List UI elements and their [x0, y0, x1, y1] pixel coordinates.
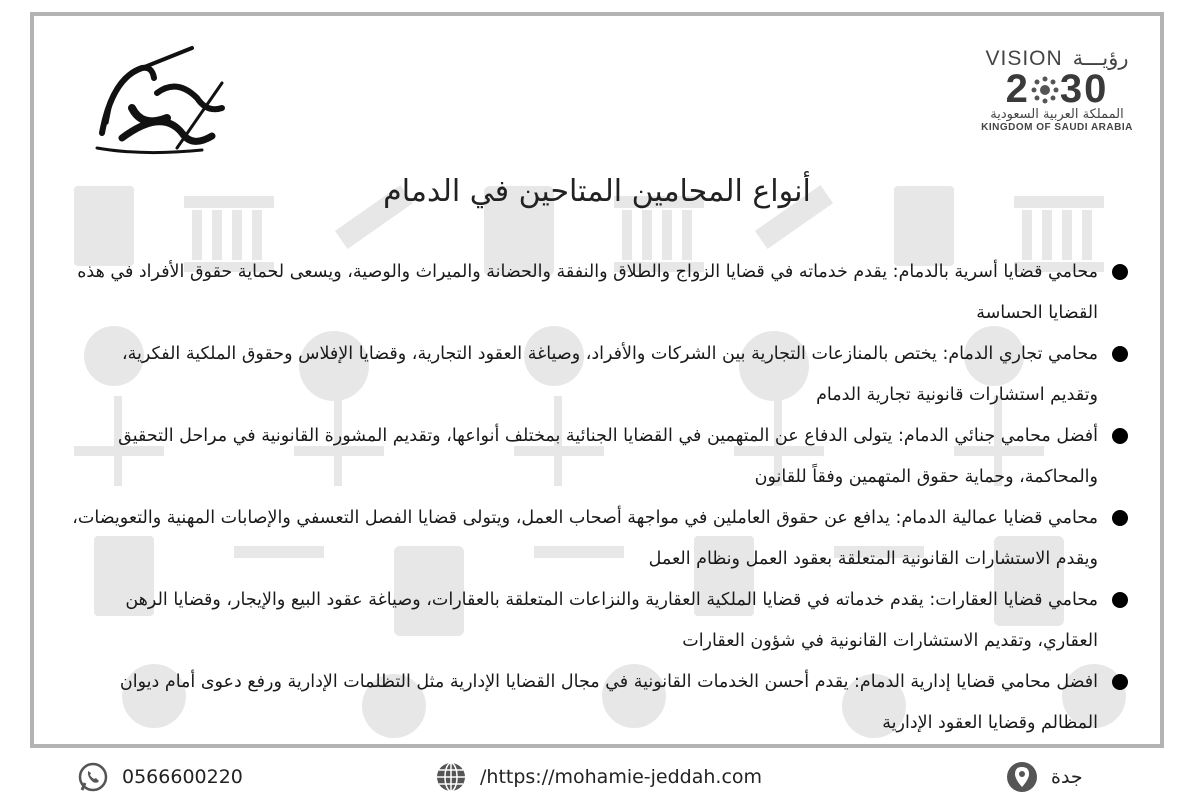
footer-phone[interactable] [76, 760, 243, 794]
country-english: KINGDOM OF SAUDI ARABIA [981, 122, 1133, 133]
city-name: جدة [1051, 766, 1083, 788]
calligraphy-logo [82, 38, 232, 158]
list-item: محامي قضايا أسرية بالدمام: يقدم خدماته في قضايا الزواج والطلاق والنفقة والحضانة والميراث والوصية، ويسعى لحماية حقوق الأفراد في هذه القضايا الحساسة [70, 252, 1136, 334]
list-item: محامي قضايا عمالية الدمام: يدافع عن حقوق العاملين في مواجهة أصحاب العمل، ويتولى قضايا الفصل التعسفي والإصابات المهنية والتعويضات، ويقدم الاستشارات القانونية المتعلقة بعقود العمل ونظام العمل [70, 498, 1136, 580]
bullet-icon [1112, 592, 1128, 608]
vision-year: 2 30 [1005, 67, 1109, 111]
country-arabic: المملكة العربية السعودية [990, 107, 1124, 122]
bullet-icon [1112, 264, 1128, 280]
lawyer-types-list [70, 252, 1136, 744]
whatsapp-icon [76, 760, 110, 794]
website-link: /https://mohamie-jeddah.com [480, 766, 763, 788]
content-frame [30, 12, 1164, 748]
list-item: أفضل محامي جنائي الدمام: يتولى الدفاع عن المتهمين في القضايا الجنائية بمختلف أنواعها، وتقديم المشورة القانونية في مراحل التحقيق والمحاكمة، وحماية حقوق المتهمين وفقاً للقانون [70, 416, 1136, 498]
bullet-icon [1112, 674, 1128, 690]
vision-2030-logo [972, 46, 1142, 166]
footer-location [1005, 760, 1083, 794]
bullet-icon [1112, 510, 1128, 526]
location-pin-icon [1005, 760, 1039, 794]
bullet-icon [1112, 428, 1128, 444]
footer-website[interactable] [434, 760, 762, 794]
page-title: أنواع المحامين المتاحين في الدمام [383, 174, 811, 209]
list-item: افضل محامي قضايا إدارية الدمام: يقدم أحسن الخدمات القانونية في مجال القضايا الإدارية مثل التظلمات الإدارية ورفع دعوى أمام ديوان المظالم وقضايا العقود الإدارية [70, 662, 1136, 744]
globe-icon [434, 760, 468, 794]
bullet-icon [1112, 346, 1128, 362]
list-item: محامي قضايا العقارات: يقدم خدماته في قضايا الملكية العقارية والنزاعات المتعلقة بالعقارات، وصياغة عقود البيع والإيجار، وقضايا الرهن العقاري، وتقديم الاستشارات القانونية في شؤون العقارات [70, 580, 1136, 662]
list-item: محامي تجاري الدمام: يختص بالمنازعات التجارية بين الشركات والأفراد، وصياغة العقود التجارية، وقضايا الإفلاس وحقوق الملكية الفكرية، وتقديم استشارات قانونية تجارية الدمام [70, 334, 1136, 416]
vision-latin-text: VISION [985, 47, 1063, 70]
phone-number: 0566600220 [122, 766, 243, 788]
vision-arabic-text: رؤيـــة [1072, 46, 1129, 70]
palm-swords-emblem-icon [1030, 75, 1060, 105]
footer [0, 752, 1200, 800]
